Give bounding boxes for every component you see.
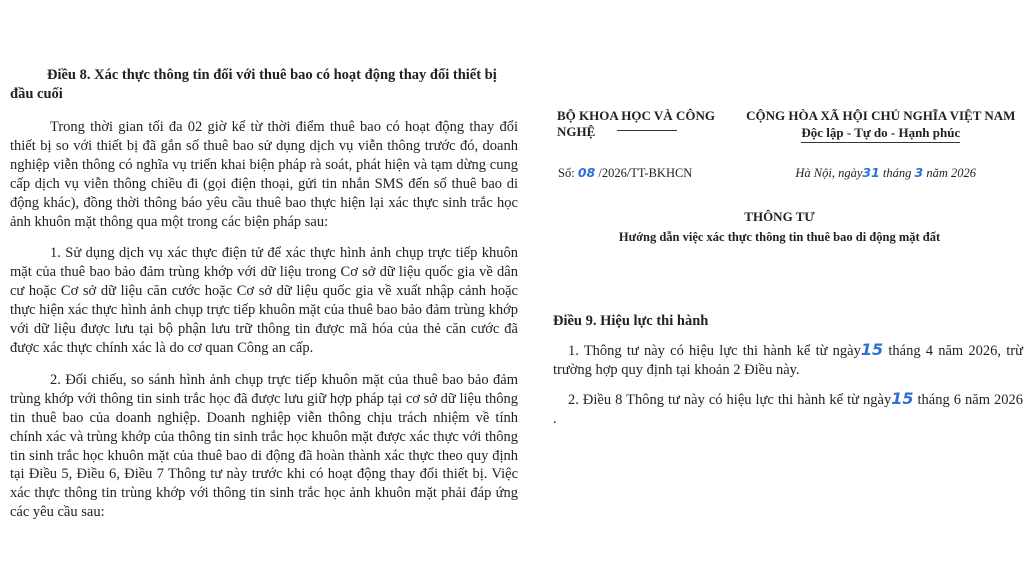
article-9	[553, 312, 1023, 439]
item-1-prefix: 1. Thông tư này có hiệu lực thi hành kể từ ngày	[568, 343, 861, 359]
number-prefix: Số:	[558, 166, 575, 180]
document-type: THÔNG TƯ	[744, 209, 815, 224]
item-2-suffix: tháng 6 năm 2026 .	[553, 391, 1024, 427]
article-8-item-2: 2. Đối chiếu, so sánh hình ảnh chụp trực tiếp khuôn mặt của thuê bao bảo đảm trùng khớp với thông tin sinh trắc học đã được lưu giữ hợp pháp tại cơ sở dữ liệu thông tin thuê bao của doanh nghiệp. Doanh nghiệp viễn thông chịu trách nhiệm về tính chính xác và trùng khớp của thông tin sinh trắc học khuôn mặt được xác thực với thông tin sinh trắc học khuôn mặt của thuê bao di động đã hoàn thành xác thực theo quy định tại Điều 5, Điều 6, Điều 7 Thông tư này trước khi có hoạt động thay đổi thiết bị. Việc xác thực thông tin trùng khớp với thông tin sinh trắc học ảnh khuôn mặt phải đáp ứng các yêu cầu sau:	[10, 371, 518, 521]
document-subject: Hướng dẫn việc xác thực thông tin thuê bao di động mặt đất	[618, 230, 941, 244]
country-name: CỘNG HÒA XÃ HỘI CHỦ NGHĨA VIỆT NAM	[746, 108, 1016, 123]
place-date-prefix: Hà Nội, ngày	[795, 166, 863, 180]
handwritten-day: 31	[862, 165, 880, 180]
place-and-date	[795, 165, 1016, 181]
article-8-item-1: 1. Sử dụng dịch vụ xác thực điện tử để xác thực hình ảnh chụp trực tiếp khuôn mặt của thuê bao bảo đảm trùng khớp với dữ liệu trong Cơ sở dữ liệu quốc gia về dân cư hoặc Cơ sở dữ liệu căn cước hoặc Cơ sở dữ liệu quốc gia về xuất nhập cảnh hoặc thực hiện xác thực hình ảnh chụp trực tiếp khuôn mặt của thuê bao bảo đảm trùng khớp với dữ liệu được lưu tại bộ phận lưu trữ thông tin được mã hóa của thẻ căn cước đã được xác thực chính xác là do cơ quan Công an cấp.	[10, 245, 518, 356]
left-page-excerpt	[10, 66, 518, 535]
item-1-handwritten-day: 15	[860, 340, 884, 359]
article-8-intro: Trong thời gian tối đa 02 giờ kể từ thời điểm thuê bao có hoạt động thay đổi thiết bị so với thiết bị đã gắn số thuê bao sử dụng dịch vụ viễn thông trước đó, doanh nghiệp viễn thông có nghĩa vụ triển khai biện pháp rà soát, phát hiện và tạm dừng cung cấp dịch vụ viễn thông chiều đi (gọi điện thoại, gửi tin nhắn SMS đến số thuê bao di động khác), đồng thời thông báo yêu cầu thuê bao thực hiện lại xác thực sinh trắc học ảnh khuôn mặt thông qua một trong các biện pháp sau:	[10, 119, 518, 230]
article-8-heading: Điều 8. Xác thực thông tin đối với thuê bao có hoạt động thay đổi thiết bị đầu cuối	[10, 67, 497, 102]
month-label: tháng	[882, 166, 912, 180]
number-date-row	[543, 165, 1016, 181]
handwritten-number: 08	[577, 165, 596, 180]
document-header-row	[543, 108, 1016, 143]
number-suffix: /2026/TT-BKHCN	[598, 166, 693, 180]
item-2-handwritten-day: 15	[891, 388, 914, 408]
article-9-item-1	[553, 341, 1023, 380]
right-page-header	[543, 108, 1016, 245]
ministry-name: BỘ KHOA HỌC VÀ CÔNG NGHỆ	[543, 108, 746, 140]
article-9-heading: Điều 9. Hiệu lực thi hành	[553, 313, 709, 329]
national-heading	[746, 108, 1016, 143]
document-number	[543, 165, 692, 181]
article-9-item-2	[553, 390, 1023, 429]
year-label: năm 2026	[926, 166, 976, 180]
handwritten-month: 3	[914, 165, 924, 180]
national-motto: Độc lập - Tự do - Hạnh phúc	[801, 125, 960, 143]
item-1-suffix: tháng 4 năm 2026, trừ trường hợp quy định tại khoản 2 Điều này.	[553, 343, 1023, 378]
item-2-prefix: 2. Điều 8 Thông tư này có hiệu lực thi hành kể từ ngày	[568, 391, 892, 408]
